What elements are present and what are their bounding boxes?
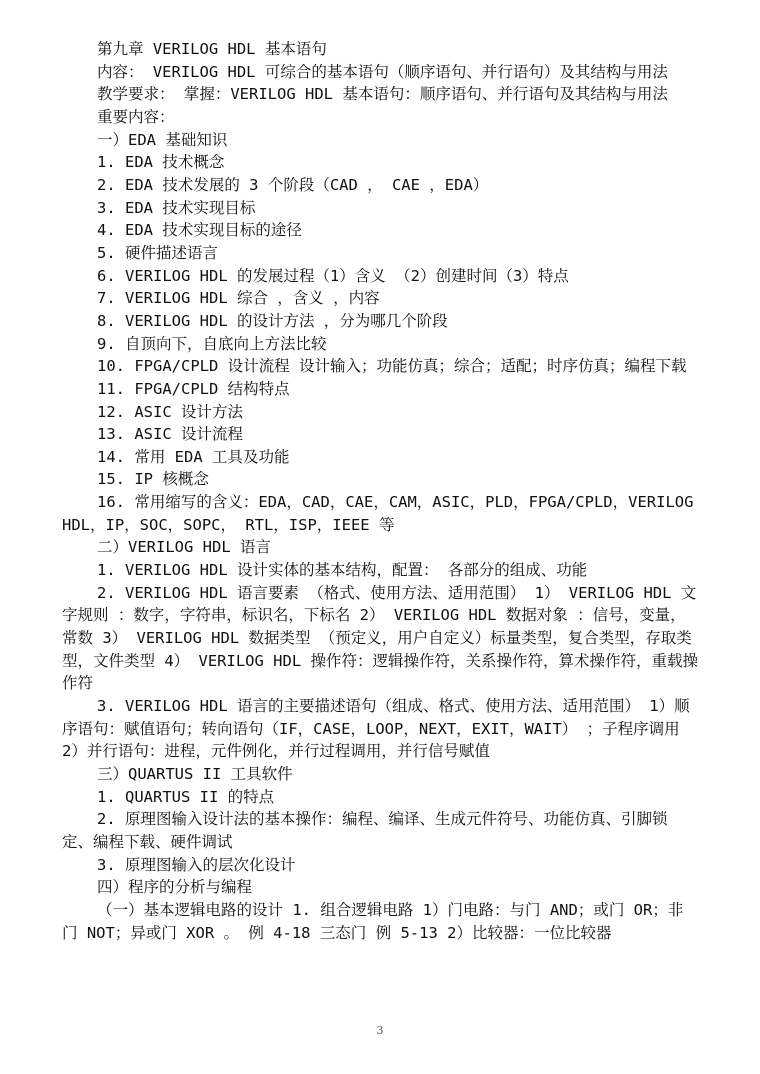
- list-item: 10. FPGA/CPLD 设计流程 设计输入；功能仿真；综合；适配；时序仿真；编程下载: [97, 357, 687, 376]
- list-item: 8. VERILOG HDL 的设计方法 ，分为哪几个阶段: [97, 311, 448, 330]
- list-item: 9. 自顶向下，自底向上方法比较: [97, 334, 327, 353]
- teaching-requirements-paragraph: 教学要求： 掌握：VERILOG HDL 基本语句：顺序语句、并行语句及其结构与用法: [97, 85, 668, 104]
- document-body: [62, 38, 703, 944]
- section-heading-quartus: 三）QUARTUS II 工具软件: [97, 765, 293, 783]
- list-item: 2. VERILOG HDL 语言要素 （格式、使用方法、适用范围） 1） VERILOG HDL 文字规则 ：数字，字符串，标识名，下标名 2） VERILOG HDL 数据对象 ：信号，变量，常数 3） VERILOG HDL 数据类型 （预定义，用户自定义）标量类型，复合类型，存取类型，文件类型 4） VERILOG HDL 操作符：逻辑操作符，关系操作符，算术操作符，重载操作符: [62, 583, 698, 693]
- list-item: 1. VERILOG HDL 设计实体的基本结构，配置： 各部分的组成、功能: [97, 561, 588, 580]
- section-heading-programming: 四）程序的分析与编程: [97, 878, 253, 897]
- list-item: 2. 原理图输入设计法的基本操作：编程、编译、生成元件符号、功能仿真、引脚锁定、编程下载、硬件调试: [62, 810, 668, 851]
- list-item: 3. 原理图输入的层次化设计: [97, 855, 296, 874]
- list-item: 3. EDA 技术实现目标: [97, 198, 256, 217]
- list-item: 5. 硬件描述语言: [97, 243, 218, 262]
- list-item: 12. ASIC 设计方法: [97, 402, 243, 421]
- list-item: 7. VERILOG HDL 综合 ，含义 ，内容: [97, 289, 380, 308]
- section-heading-eda: 一）EDA 基础知识: [97, 130, 228, 149]
- chapter-title: 第九章 VERILOG HDL 基本语句: [97, 40, 327, 58]
- list-item: 15. IP 核概念: [97, 470, 209, 489]
- list-item: 16. 常用缩写的含义：EDA，CAD，CAE，CAM，ASIC，PLD，FPGA/CPLD，VERILOG HDL，IP，SOC，SOPC， RTL，ISP，IEEE 等: [62, 493, 703, 534]
- list-item: 13. ASIC 设计流程: [97, 425, 243, 444]
- list-item: 11. FPGA/CPLD 结构特点: [97, 379, 290, 398]
- list-item: 6. VERILOG HDL 的发展过程（1）含义 （2）创建时间（3）特点: [97, 266, 569, 285]
- list-item: （一）基本逻辑电路的设计 1. 组合逻辑电路 1）门电路：与门 AND；或门 OR；非门 NOT；异或门 XOR 。 例 4-18 三态门 例 5-13 2）比较器：一位比较器: [62, 900, 684, 942]
- list-item: 2. EDA 技术发展的 3 个阶段（CAD ， CAE ，EDA）: [97, 175, 489, 194]
- list-item: 3. VERILOG HDL 语言的主要描述语句（组成、格式、使用方法、适用范围） 1）顺序语句：赋值语句；转向语句（IF，CASE，LOOP，NEXT，EXIT，WAIT） ；子程序调用 2）并行语句：进程，元件例化，并行过程调用，并行信号赋值: [62, 697, 690, 761]
- page-number: 3: [376, 1024, 384, 1037]
- content-paragraph: 内容： VERILOG HDL 可综合的基本语句（顺序语句、并行语句）及其结构与用法: [97, 62, 668, 81]
- list-item: 1. QUARTUS II 的特点: [97, 787, 275, 806]
- list-item: 1. EDA 技术概念: [97, 153, 225, 172]
- section-heading-verilog: 二）VERILOG HDL 语言: [97, 538, 271, 557]
- list-item: 4. EDA 技术实现目标的途径: [97, 221, 302, 240]
- key-content-heading: 重要内容：: [97, 107, 175, 126]
- list-item: 14. 常用 EDA 工具及功能: [97, 447, 290, 466]
